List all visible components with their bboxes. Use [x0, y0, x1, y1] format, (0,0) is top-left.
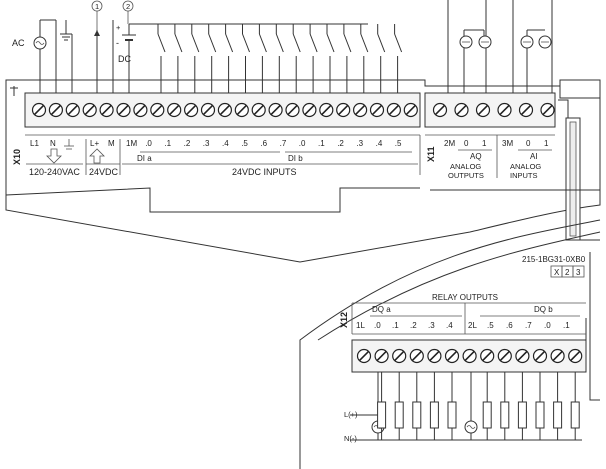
terminal-M: M	[108, 139, 115, 148]
dc-plus: +	[116, 23, 121, 32]
input-terminal-label: .4	[222, 139, 229, 148]
part-number: 215-1BG31-0XB0	[522, 255, 586, 264]
dc-rating: 24VDC	[89, 167, 119, 177]
x12-label: X12	[339, 311, 349, 328]
relay-section	[339, 255, 586, 443]
ai-terminal-0: 0	[526, 139, 531, 148]
aq-caption-2: OUTPUTS	[448, 171, 484, 180]
input-terminal-label: .5	[394, 139, 402, 148]
relay-load-icon	[430, 372, 438, 440]
terminal-screw	[354, 104, 367, 117]
terminal-screw	[303, 104, 316, 117]
terminal-screw	[286, 104, 299, 117]
terminal-screw	[83, 104, 96, 117]
input-terminal-label: .5	[241, 139, 248, 148]
terminal-N: N	[50, 139, 56, 148]
relay-terminal-screw	[393, 350, 406, 363]
input-terminal-labels	[126, 139, 402, 148]
di-b-label: DI b	[288, 154, 303, 163]
relay-load-icon	[518, 372, 526, 440]
revision-boxes	[551, 266, 584, 277]
analog-terminal-screw	[520, 104, 533, 117]
input-terminal-label: .2	[183, 139, 191, 148]
relay-terminal-screw	[358, 350, 371, 363]
input-terminal-label: .4	[375, 139, 383, 148]
relay-terminal-screw	[428, 350, 441, 363]
relay-terminal-label: .1	[563, 321, 570, 330]
aq-terminal-2M: 2M	[444, 139, 456, 148]
relay-terminal-label: .7	[525, 321, 532, 330]
callout-1-text: 1	[95, 2, 100, 11]
relay-terminal-screw	[498, 350, 511, 363]
input-terminal-label: .3	[356, 139, 364, 148]
relay-terminal-label: .6	[506, 321, 513, 330]
ai-label: AI	[530, 152, 538, 161]
x10-label: X10	[12, 148, 22, 165]
input-terminal-label: .2	[337, 139, 344, 148]
analog-terminal-screw	[434, 104, 447, 117]
n-minus-label: N(-)	[344, 434, 357, 443]
callout-2	[123, 1, 133, 24]
revision-box-2: 2	[565, 268, 570, 277]
input-terminal-label: .3	[202, 139, 210, 148]
relay-load-icon	[571, 372, 579, 440]
input-terminal-label: 1M	[126, 139, 138, 148]
relay-terminal-screw	[569, 350, 582, 363]
input-terminal-label: .1	[318, 139, 325, 148]
power-rating: 120-240VAC	[29, 167, 80, 177]
callout-2-text: 2	[126, 2, 131, 11]
relay-terminal-screw	[446, 350, 459, 363]
ac-label: AC	[12, 38, 25, 48]
relay-terminal-labels	[356, 321, 570, 330]
relay-load-icon	[413, 372, 421, 440]
terminal-screw	[100, 104, 113, 117]
terminal-screw	[404, 104, 417, 117]
terminal-screw	[235, 104, 248, 117]
relay-terminal-label: .3	[428, 321, 435, 330]
terminal-screw	[269, 104, 282, 117]
analog-terminal-screw	[498, 104, 511, 117]
relay-terminal-label: .0	[374, 321, 381, 330]
top-terminal-screws	[33, 104, 418, 117]
x11-label: X11	[426, 146, 436, 162]
ai-terminal-3M: 3M	[502, 139, 514, 148]
relay-load-icon	[448, 372, 456, 440]
relay-terminal-screw	[375, 350, 388, 363]
input-terminal-label: .7	[279, 139, 287, 148]
aq-caption-1: ANALOG	[450, 162, 482, 171]
analog-output-meters	[448, 0, 491, 93]
relay-terminal-label: .0	[544, 321, 551, 330]
ai-caption-2: INPUTS	[510, 171, 538, 180]
ai-caption-1: ANALOG	[510, 162, 542, 171]
input-terminal-label: .0	[298, 139, 306, 148]
relay-terminal-label: .5	[487, 321, 494, 330]
terminal-screw	[168, 104, 181, 117]
revision-box-3: 3	[576, 268, 581, 277]
relay-terminal-screw	[534, 350, 547, 363]
terminal-L1: L1	[30, 139, 39, 148]
relay-terminal-label: .1	[392, 321, 399, 330]
aq-label: AQ	[470, 152, 482, 161]
analog-input-meters	[513, 0, 552, 93]
terminal-screw	[202, 104, 215, 117]
dc-minus: -	[116, 38, 119, 48]
relay-terminal-screw	[481, 350, 494, 363]
relay-load-icon	[483, 372, 491, 440]
terminal-screw	[337, 104, 350, 117]
aq-terminal-0: 0	[464, 139, 469, 148]
analog-terminal-screw	[541, 104, 554, 117]
relay-terminal-label: 1L	[356, 321, 365, 330]
relay-load-icon	[554, 372, 562, 440]
terminal-screw	[66, 104, 79, 117]
di-a-label: DI a	[137, 154, 152, 163]
terminal-screw	[320, 104, 333, 117]
dq-b-label: DQ b	[534, 305, 553, 314]
terminal-screw	[252, 104, 265, 117]
relay-terminal-label: 2L	[468, 321, 477, 330]
terminal-Lplus: L+	[90, 139, 100, 148]
terminal-screw	[185, 104, 198, 117]
terminal-screw	[387, 104, 400, 117]
analog-terminal-screw	[477, 104, 490, 117]
dc-label: DC	[118, 54, 131, 64]
analog-terminal-screw	[455, 104, 468, 117]
terminal-screw	[371, 104, 384, 117]
revision-box-1: X	[554, 268, 560, 277]
relay-load-wiring	[350, 372, 582, 440]
ac-source-b-icon	[465, 372, 477, 440]
aq-terminal-1: 1	[482, 139, 487, 148]
terminal-screw	[151, 104, 164, 117]
relay-terminal-label: .2	[410, 321, 417, 330]
terminal-screw	[134, 104, 147, 117]
terminal-screw	[33, 104, 46, 117]
relay-load-icon	[501, 372, 509, 440]
ai-terminal-1: 1	[544, 139, 549, 148]
relay-load-icon	[395, 372, 403, 440]
terminal-screw	[117, 104, 130, 117]
terminal-screw	[218, 104, 231, 117]
input-terminal-label: .6	[260, 139, 268, 148]
input-terminal-label: .1	[164, 139, 172, 148]
relay-terminal-screw	[410, 350, 423, 363]
relay-terminal-screw	[551, 350, 564, 363]
terminal-screw	[49, 104, 62, 117]
relay-terminal-screw	[463, 350, 476, 363]
input-terminal-label: .0	[145, 139, 152, 148]
dq-a-label: DQ a	[372, 305, 391, 314]
l-plus-label: L(+)	[344, 410, 358, 419]
relay-terminal-screw	[516, 350, 529, 363]
relay-load-icon	[536, 372, 544, 440]
callout-1	[92, 1, 102, 30]
relay-title: RELAY OUTPUTS	[432, 293, 498, 302]
inputs-label: 24VDC INPUTS	[232, 167, 297, 177]
relay-terminal-label: .4	[446, 321, 453, 330]
